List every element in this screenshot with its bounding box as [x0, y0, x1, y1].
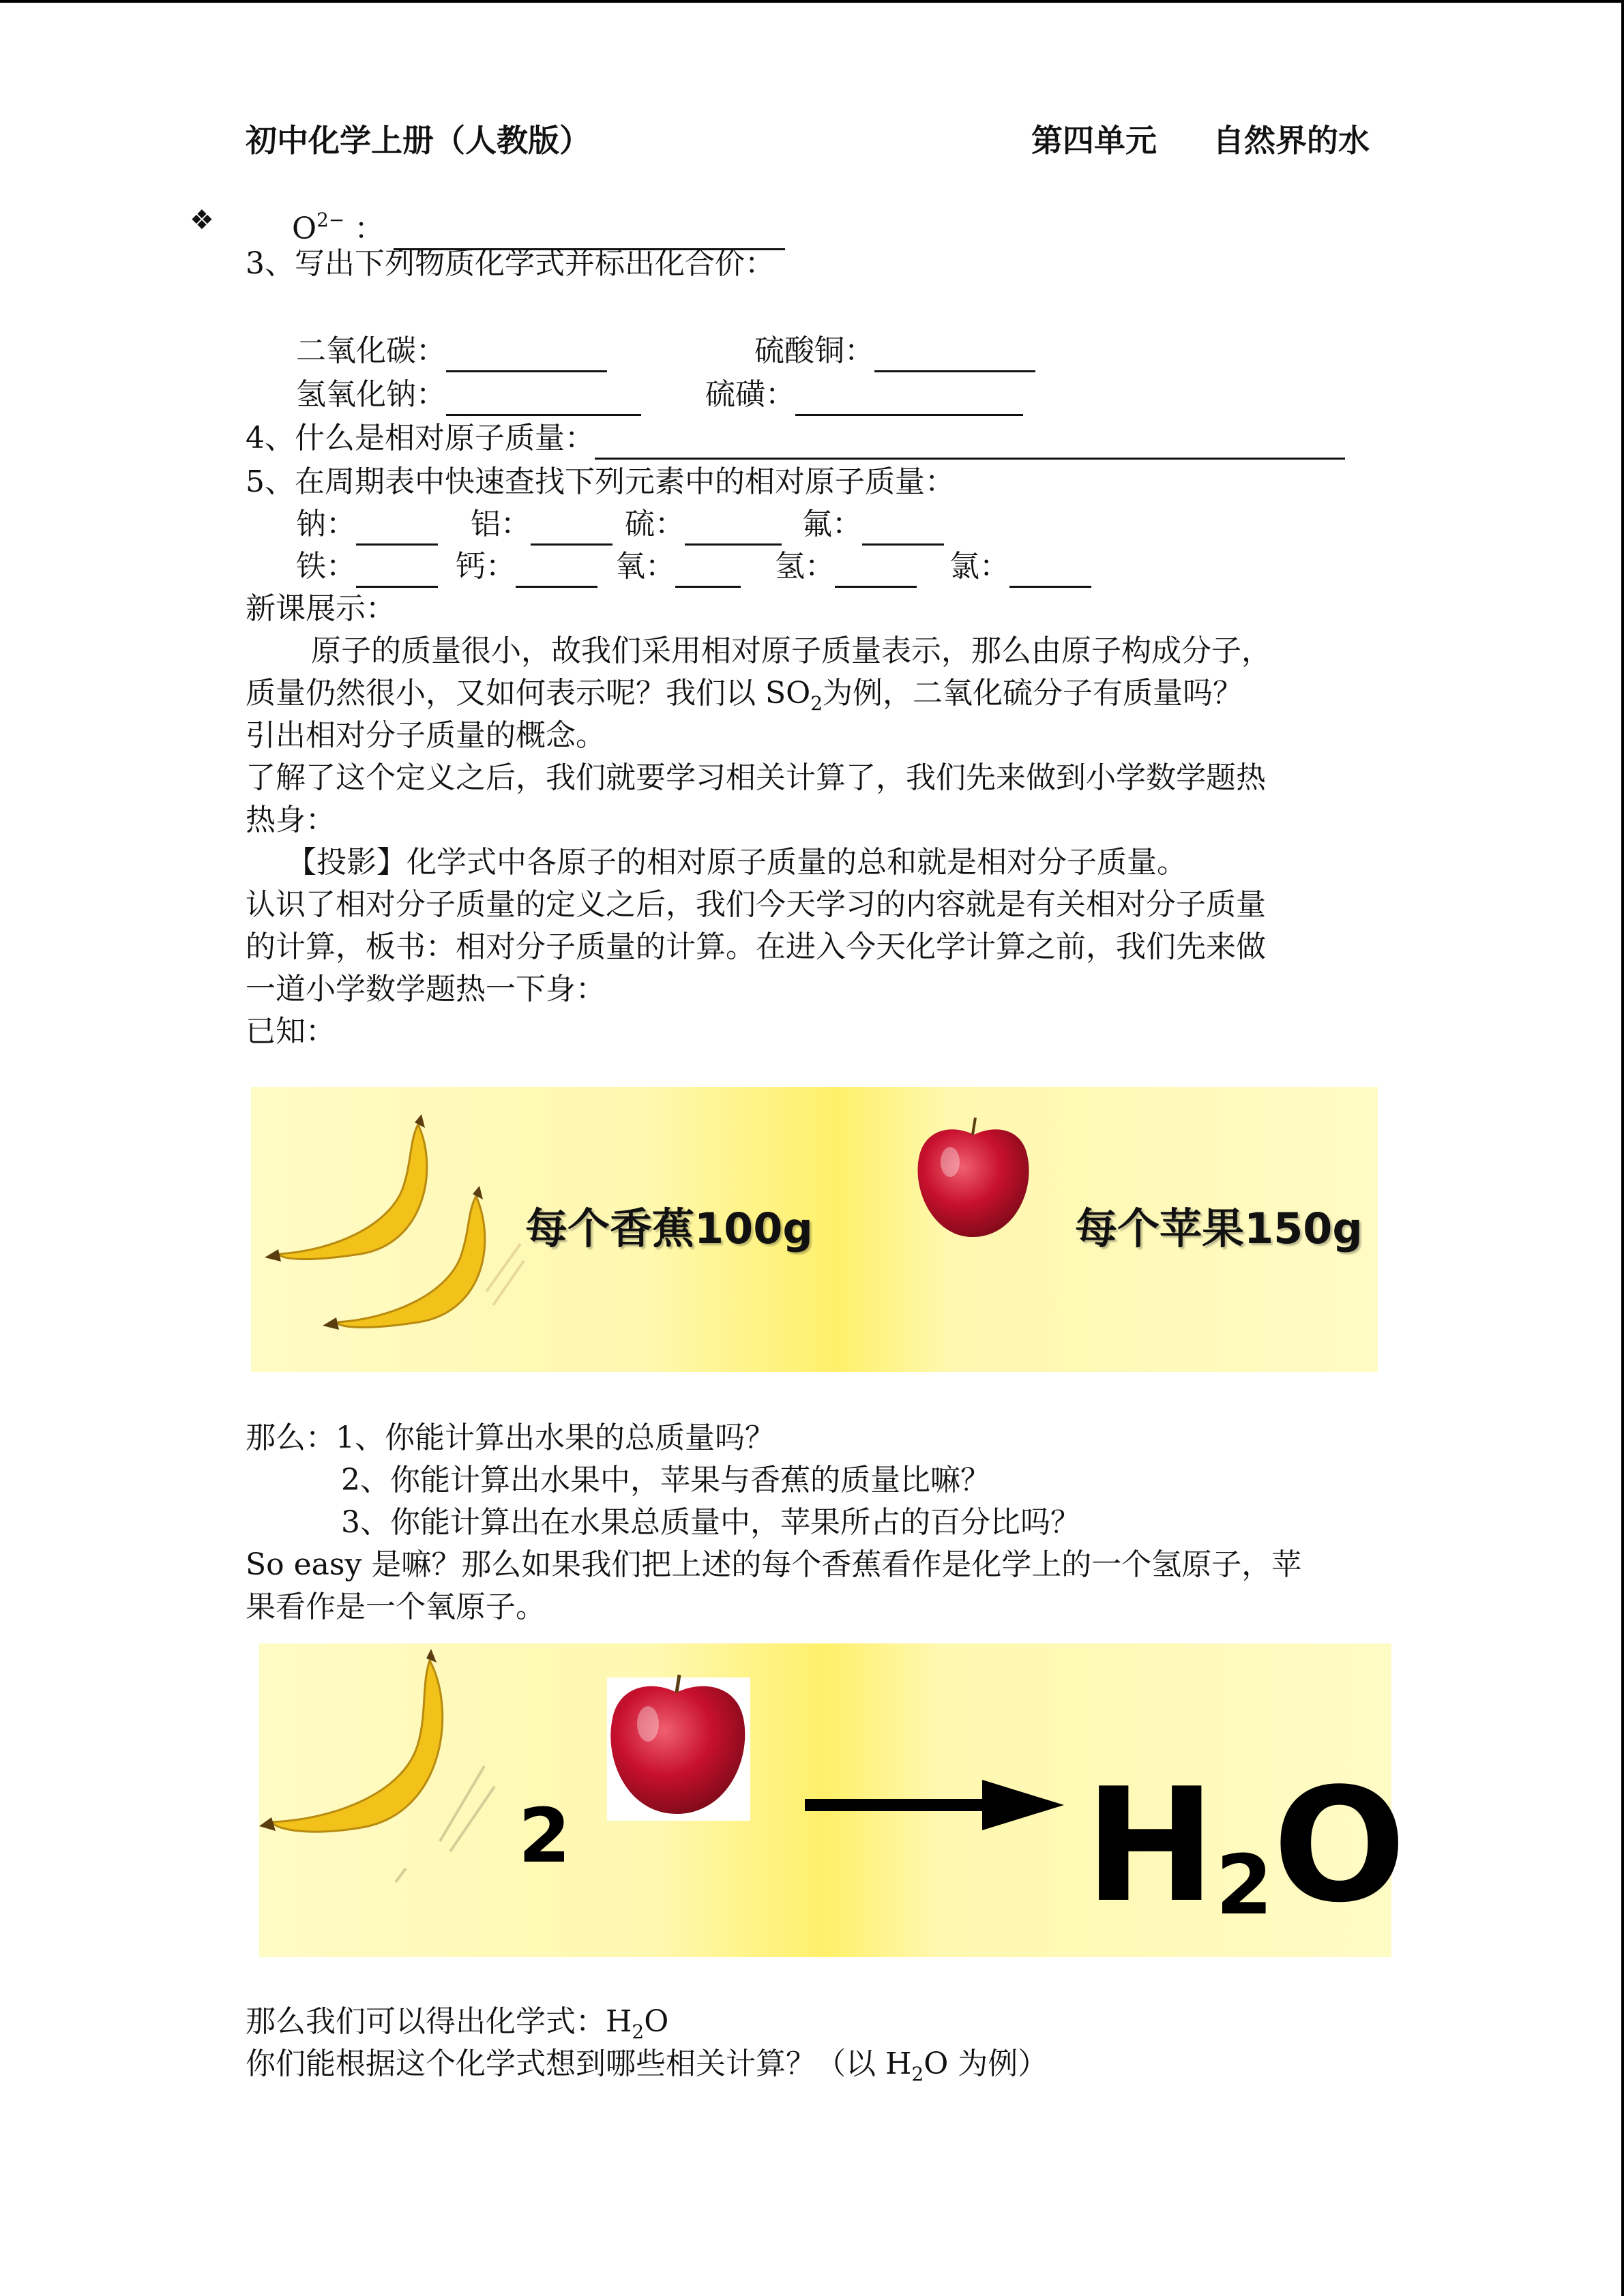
ending-line1-subscript: 2: [632, 2021, 645, 2043]
projection-definition: 【投影】化学式中各原子的相对原子质量的总和就是相对分子质量。: [286, 845, 1187, 880]
header-unit-title: 自然界的水: [1213, 122, 1370, 159]
known-label: 已知：: [246, 1014, 336, 1049]
ion-colon: ：: [354, 211, 385, 246]
paragraph-1-line-3: 引出相对分子质量的概念。: [246, 718, 606, 753]
apple-icon: [607, 1675, 750, 1821]
q3-blank-naoh[interactable]: [446, 384, 641, 416]
q5-blank-al[interactable]: [531, 513, 612, 546]
q5-blank-f[interactable]: [862, 513, 944, 546]
bullet-icon: ❖: [190, 205, 214, 236]
question-3: 3、你能计算出在水果总质量中，苹果所占的百分比吗？: [341, 1505, 1080, 1540]
q5-label-cl: 氯：: [949, 549, 1009, 584]
formula-h: H: [1084, 1755, 1216, 1937]
header-book-title: 初中化学上册（人教版）: [246, 122, 591, 159]
ending-line2-text-b: O 为例）: [924, 2046, 1048, 2081]
paragraph-2-line-1: 了解了这个定义之后，我们就要学习相关计算了，我们先来做到小学数学题热: [246, 760, 1266, 795]
subscript-2: 2: [518, 1792, 571, 1879]
q5-blank-na[interactable]: [356, 513, 438, 546]
q5-title: 5、在周期表中快速查找下列元素中的相对原子质量：: [246, 464, 955, 499]
new-lesson-heading: 新课展示：: [246, 591, 396, 626]
ending-line2-subscript: 2: [911, 2063, 924, 2085]
banana-mass-caption: 每个香蕉100g: [525, 1204, 813, 1253]
so2-subscript: 2: [810, 692, 823, 715]
q5-label-f: 氟：: [802, 507, 862, 541]
q5-label-s: 硫：: [625, 507, 685, 541]
q4-title: 4、什么是相对原子质量：: [246, 421, 595, 456]
q5-blank-ca[interactable]: [516, 556, 597, 588]
question-1: 那么：1、你能计算出水果的总质量吗？: [246, 1420, 775, 1455]
q5-label-na: 钠：: [296, 507, 356, 541]
q3-item-cuso4: [754, 330, 1035, 372]
top-border: [0, 0, 1624, 3]
question-2: 2、你能计算出水果中，苹果与香蕉的质量比嘛？: [341, 1463, 990, 1497]
so-easy-line-1: So easy 是嘛？那么如果我们把上述的每个香蕉看作是化学上的一个氢原子，苹: [246, 1547, 1302, 1582]
q5-blank-s[interactable]: [685, 513, 782, 546]
q3-label-naoh: 氢氧化钠：: [296, 377, 446, 412]
h2o-analogy-figure: [259, 1643, 1406, 1957]
q5-blank-fe[interactable]: [356, 556, 438, 588]
q3-label-co2: 二氧化碳：: [296, 333, 446, 368]
q3-title: 3、写出下列物质化学式并标出化合价：: [246, 246, 775, 281]
paragraph-2-line-2: 热身：: [246, 803, 336, 837]
q3-item-sulfur: [705, 374, 1023, 416]
q4-line: [246, 417, 1345, 460]
q3-item-naoh: [296, 374, 641, 416]
h2o-formula: [1084, 1755, 1406, 1975]
q3-label-cuso4: 硫酸铜：: [754, 333, 874, 368]
q5-blank-o[interactable]: [675, 556, 741, 588]
paragraph-4-line-2: 的计算，板书：相对分子质量的计算。在进入今天化学计算之前，我们先来做: [246, 929, 1266, 964]
ending-line1-text-b: O: [644, 2004, 669, 2039]
ending-line2-text-a: 你们能根据这个化学式想到哪些相关计算？（以 H: [246, 2046, 912, 2081]
ending-line-2: [246, 2043, 1048, 2096]
paragraph-4-line-1: 认识了相对分子质量的定义之后，我们今天学习的内容就是有关相对分子质量: [246, 887, 1266, 922]
q5-blank-cl[interactable]: [1009, 556, 1091, 588]
q3-item-co2: [296, 330, 607, 372]
paragraph-1-line-1: 原子的质量很小，故我们采用相对原子质量表示，那么由原子构成分子，: [311, 633, 1271, 668]
fruit-mass-figure: [251, 1087, 1378, 1372]
q5-label-fe: 铁：: [296, 549, 356, 584]
ending-line1-text-a: 那么我们可以得出化学式：H: [246, 2004, 632, 2039]
q5-row1: [296, 503, 944, 546]
q3-label-sulfur: 硫磺：: [705, 377, 795, 412]
q5-label-h: 氢：: [775, 549, 835, 584]
q5-blank-h[interactable]: [835, 556, 917, 588]
formula-subscript: 2: [1215, 1838, 1273, 1933]
q5-label-ca: 钙：: [456, 549, 516, 584]
q4-answer-blank[interactable]: [595, 428, 1345, 460]
q5-label-o: 氧：: [615, 549, 675, 584]
paragraph-4-line-3: 一道小学数学题热一下身：: [246, 972, 606, 1007]
header-unit: 第四单元: [1031, 122, 1157, 159]
q3-blank-co2[interactable]: [446, 340, 607, 372]
ion-symbol: O: [292, 211, 317, 246]
so-easy-line-2: 果看作是一个氧原子。: [246, 1590, 546, 1624]
q3-blank-sulfur[interactable]: [795, 384, 1023, 416]
right-border: [1621, 0, 1624, 2296]
ion-charge: 2−: [316, 209, 345, 231]
formula-o: O: [1273, 1755, 1406, 1937]
q3-blank-cuso4[interactable]: [874, 340, 1035, 372]
q5-row2: [296, 546, 1091, 588]
p1-line2-text-a: 质量仍然很小，又如何表示呢？我们以 SO: [246, 676, 811, 711]
apple-mass-caption: 每个苹果150g: [1075, 1204, 1363, 1253]
p1-line2-text-b: 为例，二氧化硫分子有质量吗？: [823, 676, 1243, 711]
q5-label-al: 铝：: [471, 507, 531, 541]
